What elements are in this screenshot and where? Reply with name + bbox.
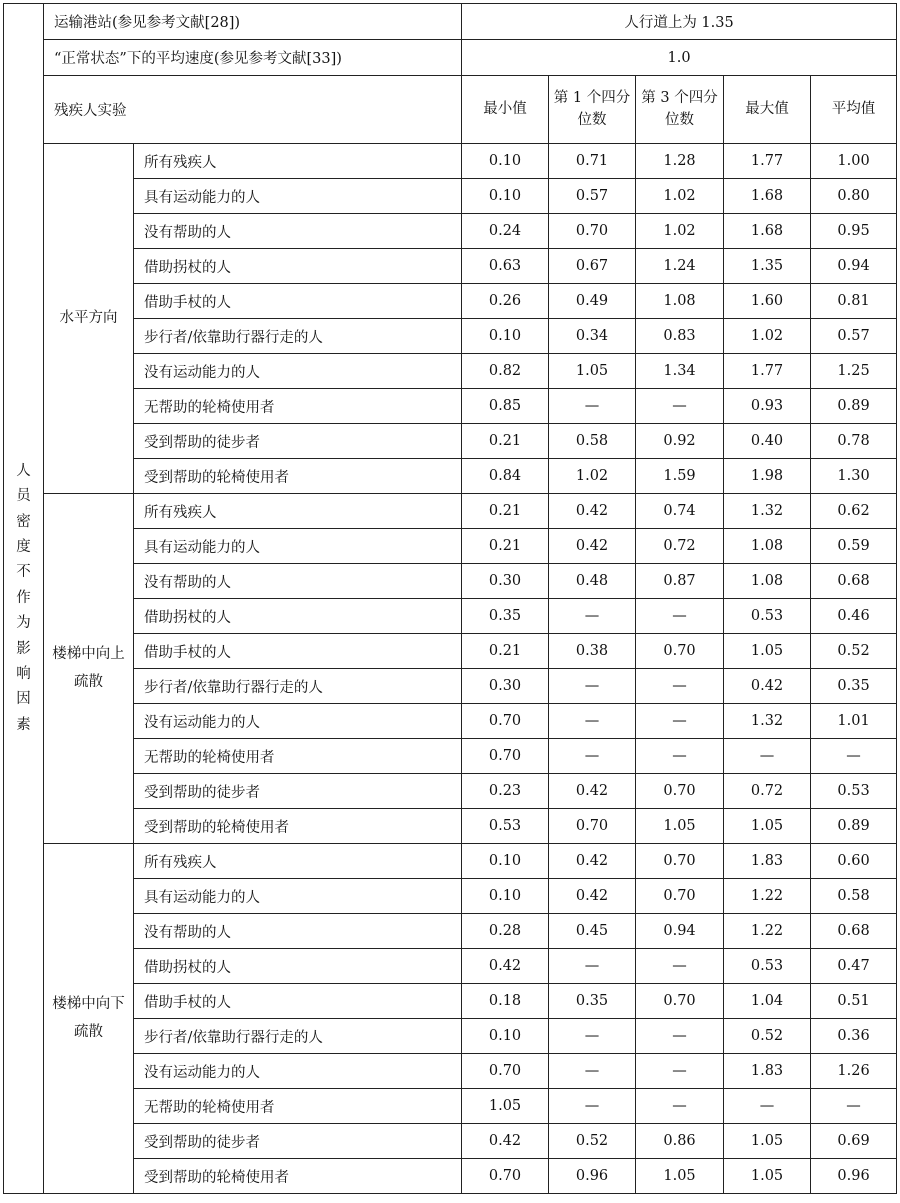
- cell-q1: 0.42: [549, 529, 636, 564]
- row-label: 具有运动能力的人: [134, 179, 462, 214]
- cell-mean: 0.78: [811, 424, 897, 459]
- cell-q3: 0.74: [636, 494, 724, 529]
- cell-mean: 0.62: [811, 494, 897, 529]
- group-label: 楼梯中向下疏散: [44, 844, 134, 1194]
- cell-q3: 1.05: [636, 809, 724, 844]
- cell-min: 0.53: [462, 809, 549, 844]
- row-label: 没有运动能力的人: [134, 704, 462, 739]
- cell-mean: 0.35: [811, 669, 897, 704]
- row-label: 受到帮助的轮椅使用者: [134, 459, 462, 494]
- cell-q1: 0.48: [549, 564, 636, 599]
- row-label: 没有运动能力的人: [134, 354, 462, 389]
- cell-q1: 0.35: [549, 984, 636, 1019]
- cell-q1: 0.67: [549, 249, 636, 284]
- cell-mean: 0.81: [811, 284, 897, 319]
- cell-min: 0.42: [462, 949, 549, 984]
- cell-q1: —: [549, 704, 636, 739]
- cell-q3: 1.28: [636, 144, 724, 179]
- experiment-label: 残疾人实验: [44, 76, 462, 144]
- table-row: [4, 214, 897, 249]
- cell-min: 0.10: [462, 1019, 549, 1054]
- cell-max: 1.83: [724, 1054, 811, 1089]
- cell-q3: 1.02: [636, 179, 724, 214]
- cell-mean: 0.46: [811, 599, 897, 634]
- cell-mean: 0.89: [811, 809, 897, 844]
- cell-min: 0.42: [462, 1124, 549, 1159]
- cell-q1: 0.38: [549, 634, 636, 669]
- cell-q1: —: [549, 1019, 636, 1054]
- cell-q1: 0.45: [549, 914, 636, 949]
- cell-q3: 1.34: [636, 354, 724, 389]
- cell-max: 0.40: [724, 424, 811, 459]
- outer-label-line: 密度: [16, 513, 31, 556]
- row-label: 借助拐杖的人: [134, 949, 462, 984]
- cell-max: 1.60: [724, 284, 811, 319]
- cell-q3: —: [636, 1019, 724, 1054]
- cell-q1: 0.70: [549, 214, 636, 249]
- cell-mean: 1.25: [811, 354, 897, 389]
- cell-min: 0.82: [462, 354, 549, 389]
- cell-q3: 1.24: [636, 249, 724, 284]
- cell-q3: 0.86: [636, 1124, 724, 1159]
- cell-q1: 0.34: [549, 319, 636, 354]
- row-label: 步行者/依靠助行器行走的人: [134, 319, 462, 354]
- cell-mean: 0.95: [811, 214, 897, 249]
- row-label: 受到帮助的轮椅使用者: [134, 809, 462, 844]
- cell-min: 0.21: [462, 529, 549, 564]
- outer-category-label: [4, 4, 44, 1194]
- cell-q3: —: [636, 669, 724, 704]
- row-label: 受到帮助的轮椅使用者: [134, 1159, 462, 1194]
- cell-mean: 1.26: [811, 1054, 897, 1089]
- cell-max: 1.77: [724, 144, 811, 179]
- row-label: 步行者/依靠助行器行走的人: [134, 669, 462, 704]
- table-row: [4, 1019, 897, 1054]
- cell-q1: 0.42: [549, 844, 636, 879]
- cell-q3: 0.94: [636, 914, 724, 949]
- table-row: [4, 1159, 897, 1194]
- cell-q1: 0.49: [549, 284, 636, 319]
- cell-mean: 0.59: [811, 529, 897, 564]
- cell-mean: 0.52: [811, 634, 897, 669]
- cell-mean: 0.94: [811, 249, 897, 284]
- cell-q3: 1.05: [636, 1159, 724, 1194]
- cell-max: 1.04: [724, 984, 811, 1019]
- cell-mean: 0.89: [811, 389, 897, 424]
- column-header-q3: 第 3 个四分位数: [636, 76, 724, 144]
- cell-q1: —: [549, 599, 636, 634]
- table-row: [4, 319, 897, 354]
- row-label: 受到帮助的徒步者: [134, 774, 462, 809]
- outer-label-line: 不作: [16, 564, 31, 606]
- cell-min: 0.10: [462, 879, 549, 914]
- cell-min: 0.21: [462, 424, 549, 459]
- speed-data-table: [3, 3, 897, 1194]
- cell-min: 0.85: [462, 389, 549, 424]
- table-row: [4, 809, 897, 844]
- table-row: [4, 1124, 897, 1159]
- cell-min: 0.23: [462, 774, 549, 809]
- cell-min: 0.70: [462, 1054, 549, 1089]
- cell-max: 1.22: [724, 879, 811, 914]
- cell-q3: —: [636, 1054, 724, 1089]
- cell-mean: 1.01: [811, 704, 897, 739]
- table-body: [4, 4, 897, 1194]
- row-label: 没有帮助的人: [134, 914, 462, 949]
- row-label: 具有运动能力的人: [134, 529, 462, 564]
- cell-min: 0.70: [462, 1159, 549, 1194]
- cell-q3: 0.70: [636, 774, 724, 809]
- table-row: [4, 949, 897, 984]
- row-label: 借助拐杖的人: [134, 249, 462, 284]
- cell-min: 0.63: [462, 249, 549, 284]
- cell-max: 0.93: [724, 389, 811, 424]
- row-label: 受到帮助的徒步者: [134, 424, 462, 459]
- cell-q3: 1.08: [636, 284, 724, 319]
- cell-q1: 0.42: [549, 879, 636, 914]
- cell-min: 0.21: [462, 634, 549, 669]
- cell-max: 1.77: [724, 354, 811, 389]
- cell-min: 0.21: [462, 494, 549, 529]
- cell-min: 0.18: [462, 984, 549, 1019]
- header-row-normal-speed: [4, 40, 897, 76]
- group-label: 楼梯中向上疏散: [44, 494, 134, 844]
- cell-max: 1.05: [724, 634, 811, 669]
- column-header-mean: 平均值: [811, 76, 897, 144]
- cell-q1: 0.42: [549, 774, 636, 809]
- transport-station-label: 运输港站(参见参考文献[28]): [44, 4, 462, 40]
- cell-q3: —: [636, 599, 724, 634]
- row-label: 无帮助的轮椅使用者: [134, 739, 462, 774]
- cell-mean: 0.58: [811, 879, 897, 914]
- cell-q1: 1.05: [549, 354, 636, 389]
- cell-min: 0.70: [462, 739, 549, 774]
- cell-min: 0.10: [462, 144, 549, 179]
- cell-min: 0.24: [462, 214, 549, 249]
- cell-mean: 0.57: [811, 319, 897, 354]
- cell-q1: 0.42: [549, 494, 636, 529]
- cell-mean: 0.96: [811, 1159, 897, 1194]
- cell-max: —: [724, 739, 811, 774]
- cell-q3: 0.72: [636, 529, 724, 564]
- row-label: 没有运动能力的人: [134, 1054, 462, 1089]
- cell-max: 1.08: [724, 529, 811, 564]
- cell-mean: 0.36: [811, 1019, 897, 1054]
- cell-mean: 0.47: [811, 949, 897, 984]
- cell-q1: 0.96: [549, 1159, 636, 1194]
- table-row: [4, 599, 897, 634]
- cell-q3: 0.70: [636, 984, 724, 1019]
- cell-max: 1.32: [724, 494, 811, 529]
- cell-mean: 0.69: [811, 1124, 897, 1159]
- cell-q1: —: [549, 1054, 636, 1089]
- table-row: [4, 739, 897, 774]
- cell-min: 0.35: [462, 599, 549, 634]
- cell-mean: —: [811, 739, 897, 774]
- table-row: [4, 284, 897, 319]
- cell-mean: 0.80: [811, 179, 897, 214]
- row-label: 借助手杖的人: [134, 284, 462, 319]
- cell-q3: 0.70: [636, 634, 724, 669]
- column-header-q1: 第 1 个四分位数: [549, 76, 636, 144]
- cell-mean: 0.60: [811, 844, 897, 879]
- cell-max: 1.22: [724, 914, 811, 949]
- cell-mean: —: [811, 1089, 897, 1124]
- header-row-columns: [4, 76, 897, 144]
- cell-q1: —: [549, 949, 636, 984]
- cell-min: 0.10: [462, 844, 549, 879]
- table-row: [4, 424, 897, 459]
- cell-q3: 0.70: [636, 844, 724, 879]
- cell-max: 1.05: [724, 1159, 811, 1194]
- cell-q1: —: [549, 669, 636, 704]
- cell-mean: 1.30: [811, 459, 897, 494]
- cell-max: 1.32: [724, 704, 811, 739]
- cell-max: 0.72: [724, 774, 811, 809]
- cell-min: 0.30: [462, 669, 549, 704]
- table-row: [4, 879, 897, 914]
- cell-min: 0.70: [462, 704, 549, 739]
- cell-min: 1.05: [462, 1089, 549, 1124]
- row-label: 步行者/依靠助行器行走的人: [134, 1019, 462, 1054]
- cell-q1: —: [549, 1089, 636, 1124]
- table-row: [4, 1089, 897, 1124]
- cell-q3: 0.83: [636, 319, 724, 354]
- cell-min: 0.28: [462, 914, 549, 949]
- table-row: [4, 634, 897, 669]
- outer-label-line: 素: [16, 716, 31, 733]
- cell-max: 1.08: [724, 564, 811, 599]
- cell-q3: —: [636, 949, 724, 984]
- row-label: 所有残疾人: [134, 494, 462, 529]
- cell-q3: 0.87: [636, 564, 724, 599]
- cell-max: 0.53: [724, 949, 811, 984]
- table-row: [4, 984, 897, 1019]
- row-label: 没有帮助的人: [134, 214, 462, 249]
- cell-max: 1.68: [724, 214, 811, 249]
- cell-min: 0.26: [462, 284, 549, 319]
- cell-q3: 1.59: [636, 459, 724, 494]
- cell-q1: 1.02: [549, 459, 636, 494]
- cell-mean: 0.68: [811, 564, 897, 599]
- table-row: [4, 249, 897, 284]
- cell-max: 1.68: [724, 179, 811, 214]
- cell-mean: 0.53: [811, 774, 897, 809]
- row-label: 无帮助的轮椅使用者: [134, 1089, 462, 1124]
- group-label: 水平方向: [44, 144, 134, 494]
- cell-max: 1.98: [724, 459, 811, 494]
- cell-max: 1.83: [724, 844, 811, 879]
- row-label: 无帮助的轮椅使用者: [134, 389, 462, 424]
- cell-q3: —: [636, 704, 724, 739]
- table-row: [4, 529, 897, 564]
- outer-label-line: 响因: [16, 665, 31, 708]
- row-label: 借助手杖的人: [134, 634, 462, 669]
- row-label: 受到帮助的徒步者: [134, 1124, 462, 1159]
- cell-min: 0.10: [462, 179, 549, 214]
- normal-speed-label: “正常状态”下的平均速度(参见参考文献[33]): [44, 40, 462, 76]
- cell-q1: 0.52: [549, 1124, 636, 1159]
- table-row: [4, 179, 897, 214]
- cell-q3: 0.70: [636, 879, 724, 914]
- cell-q1: 0.58: [549, 424, 636, 459]
- row-label: 所有残疾人: [134, 844, 462, 879]
- row-label: 具有运动能力的人: [134, 879, 462, 914]
- cell-q1: 0.71: [549, 144, 636, 179]
- table-row: [4, 1054, 897, 1089]
- cell-max: —: [724, 1089, 811, 1124]
- row-label: 没有帮助的人: [134, 564, 462, 599]
- cell-max: 1.02: [724, 319, 811, 354]
- cell-q1: —: [549, 389, 636, 424]
- table-row: [4, 494, 897, 529]
- table-row: [4, 704, 897, 739]
- column-header-min: 最小值: [462, 76, 549, 144]
- cell-mean: 1.00: [811, 144, 897, 179]
- cell-mean: 0.51: [811, 984, 897, 1019]
- cell-min: 0.10: [462, 319, 549, 354]
- outer-label-line: 为影: [16, 615, 31, 657]
- cell-q1: —: [549, 739, 636, 774]
- outer-label-line: 人员: [16, 462, 31, 505]
- cell-max: 0.53: [724, 599, 811, 634]
- cell-q3: 0.92: [636, 424, 724, 459]
- table-row: [4, 144, 897, 179]
- table-row: [4, 914, 897, 949]
- normal-speed-value: 1.0: [462, 40, 897, 76]
- cell-min: 0.30: [462, 564, 549, 599]
- cell-max: 1.35: [724, 249, 811, 284]
- cell-q1: 0.70: [549, 809, 636, 844]
- cell-q1: 0.57: [549, 179, 636, 214]
- row-label: 借助手杖的人: [134, 984, 462, 1019]
- table-row: [4, 774, 897, 809]
- cell-q3: 1.02: [636, 214, 724, 249]
- cell-min: 0.84: [462, 459, 549, 494]
- header-row-transport-station: [4, 4, 897, 40]
- cell-q3: —: [636, 389, 724, 424]
- cell-mean: 0.68: [811, 914, 897, 949]
- cell-max: 1.05: [724, 809, 811, 844]
- cell-q3: —: [636, 739, 724, 774]
- table-row: [4, 389, 897, 424]
- transport-station-value: 人行道上为 1.35: [462, 4, 897, 40]
- cell-max: 0.42: [724, 669, 811, 704]
- table-row: [4, 459, 897, 494]
- cell-max: 1.05: [724, 1124, 811, 1159]
- row-label: 借助拐杖的人: [134, 599, 462, 634]
- cell-max: 0.52: [724, 1019, 811, 1054]
- column-header-max: 最大值: [724, 76, 811, 144]
- cell-q3: —: [636, 1089, 724, 1124]
- table-row: [4, 669, 897, 704]
- table-row: [4, 844, 897, 879]
- table-row: [4, 354, 897, 389]
- row-label: 所有残疾人: [134, 144, 462, 179]
- table-row: [4, 564, 897, 599]
